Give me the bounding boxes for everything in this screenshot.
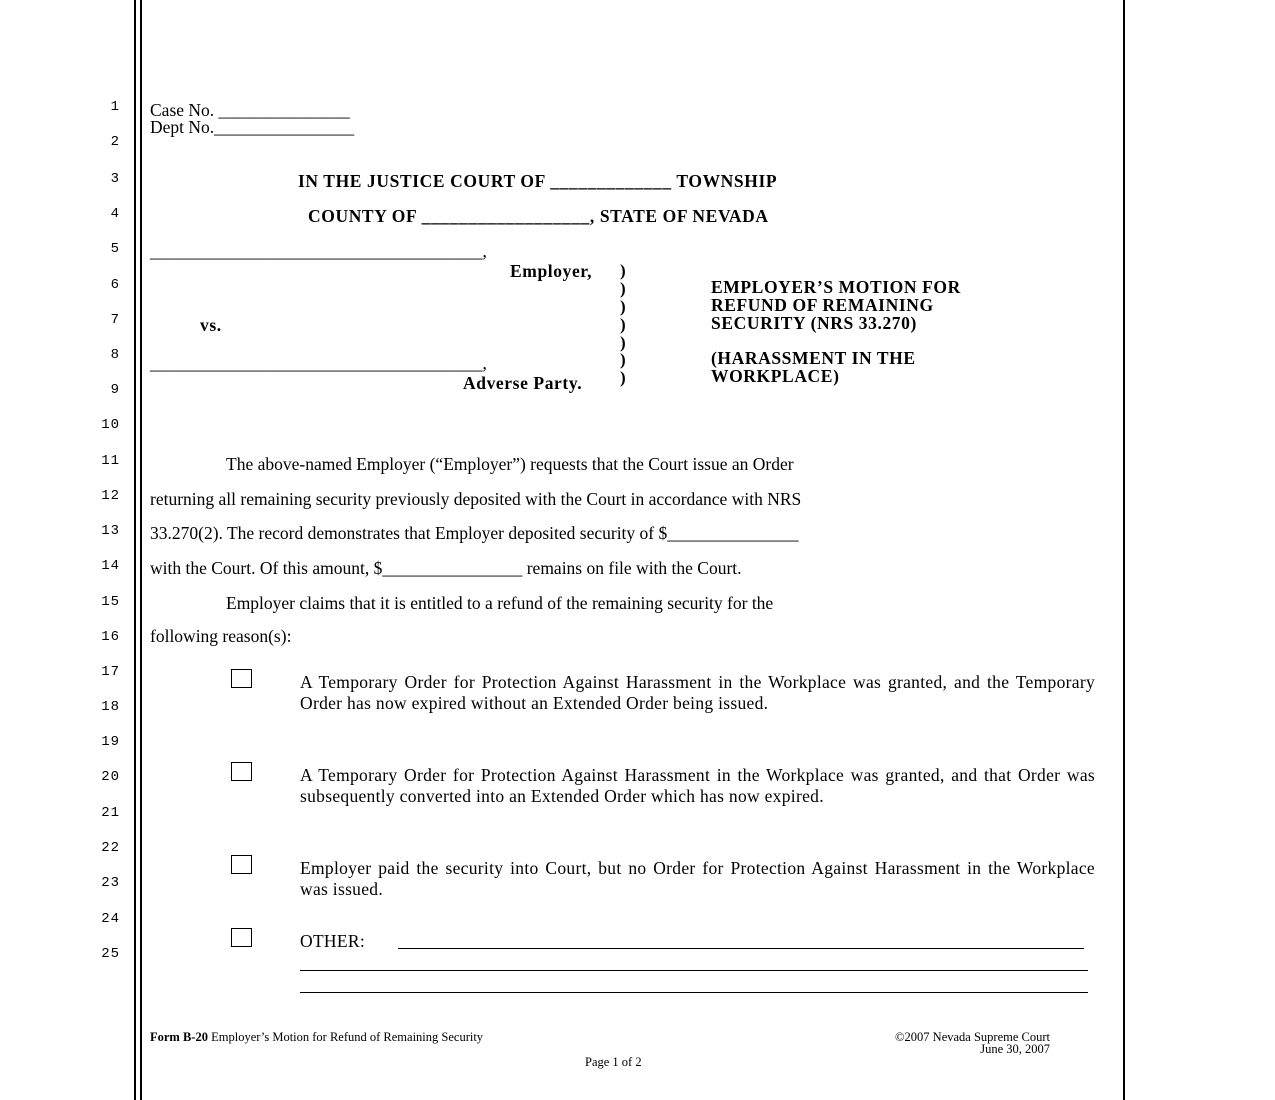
reason-checkbox[interactable] <box>231 855 252 874</box>
body-paragraph1-line3: 33.270(2). The record demonstrates that Employer deposited security of $_______________ <box>150 523 799 543</box>
body-paragraph1-line2: returning all remaining security previously deposited with the Court in accordance with NRS <box>150 489 802 509</box>
employer-name-blank[interactable]: ______________________________________, <box>150 241 487 261</box>
line-number: 24 <box>101 911 120 927</box>
left-margin-line-outer <box>134 0 136 1100</box>
line-number: 7 <box>110 312 120 328</box>
line-number: 22 <box>101 840 120 856</box>
motion-title-line3: SECURITY (NRS 33.270) <box>711 313 917 333</box>
line-number: 4 <box>110 206 120 222</box>
case-number-field[interactable]: Case No. _______________ <box>150 100 350 120</box>
line-number: 23 <box>101 875 120 891</box>
footer-form-info <box>150 1030 483 1045</box>
footer-page-number: Page 1 of 2 <box>585 1055 642 1069</box>
line-number: 16 <box>101 629 120 645</box>
footer-date: June 30, 2007 <box>980 1042 1050 1056</box>
line-number: 11 <box>101 453 120 469</box>
reason-option-text: A Temporary Order for Protection Against Harassment in the Workplace was granted, and the Temporary Order has now expired without an Extended Order being issued. <box>300 672 1095 713</box>
right-margin-line <box>1123 0 1125 1100</box>
other-reason-blank-line[interactable] <box>300 992 1088 993</box>
other-label: OTHER: <box>300 931 365 951</box>
reason-checkbox[interactable] <box>231 669 252 688</box>
line-number: 13 <box>101 523 120 539</box>
caption-parenthesis: ) <box>620 315 626 334</box>
line-number: 20 <box>101 769 120 785</box>
vs-label: vs. <box>200 315 222 335</box>
motion-subtitle-line2: WORKPLACE) <box>711 366 840 386</box>
body-paragraph2-line1: Employer claims that it is entitled to a refund of the remaining security for the <box>226 593 774 613</box>
line-number: 21 <box>101 805 120 821</box>
motion-title-line2: REFUND OF REMAINING <box>711 295 934 315</box>
court-heading-line2: COUNTY OF __________________, STATE OF NEVADA <box>308 206 769 226</box>
footer-form-id: Form B-20 <box>150 1030 208 1044</box>
motion-subtitle-line1: (HARASSMENT IN THE <box>711 348 916 368</box>
line-number: 18 <box>101 699 120 715</box>
caption-parenthesis: ) <box>620 279 626 298</box>
adverse-party-label: Adverse Party. <box>463 373 583 393</box>
line-number: 12 <box>101 488 120 504</box>
line-number: 3 <box>110 171 120 187</box>
reason-checkbox[interactable] <box>231 928 252 947</box>
other-reason-blank-line[interactable] <box>300 970 1088 971</box>
left-margin-line-inner <box>140 0 142 1100</box>
dept-number-field[interactable]: Dept No.________________ <box>150 117 355 137</box>
other-reason-blank-line[interactable] <box>398 948 1084 949</box>
adverse-party-name-blank[interactable]: ______________________________________, <box>150 353 487 373</box>
line-number: 14 <box>101 558 120 574</box>
body-paragraph2-line2: following reason(s): <box>150 626 292 646</box>
caption-parenthesis: ) <box>620 333 626 352</box>
line-number: 8 <box>110 347 120 363</box>
caption-parenthesis: ) <box>620 368 626 387</box>
line-number: 5 <box>110 241 120 257</box>
reason-checkbox[interactable] <box>231 762 252 781</box>
line-number: 25 <box>101 946 120 962</box>
line-number: 6 <box>110 277 120 293</box>
line-number: 17 <box>101 664 120 680</box>
line-number: 10 <box>101 417 120 433</box>
line-number: 2 <box>110 134 120 150</box>
court-heading-line1: IN THE JUSTICE COURT OF _____________ TOWNSHIP <box>298 171 778 191</box>
body-paragraph1-line1: The above-named Employer (“Employer”) requests that the Court issue an Order <box>226 454 794 474</box>
line-number: 1 <box>110 99 120 115</box>
reason-option-text: A Temporary Order for Protection Against Harassment in the Workplace was granted, and that Order was subsequently converted into an Extended Order which has now expired. <box>300 765 1095 806</box>
motion-title-line1: EMPLOYER’S MOTION FOR <box>711 277 961 297</box>
footer-form-title: Employer’s Motion for Refund of Remaining Security <box>211 1030 484 1044</box>
employer-label: Employer, <box>510 261 593 281</box>
body-paragraph1-line4: with the Court. Of this amount, $________________ remains on file with the Court. <box>150 558 742 578</box>
footer-copyright: ©2007 Nevada Supreme Court <box>895 1030 1050 1044</box>
caption-parenthesis: ) <box>620 297 626 316</box>
line-number: 19 <box>101 734 120 750</box>
caption-parenthesis: ) <box>620 261 626 280</box>
line-number: 15 <box>101 594 120 610</box>
caption-parenthesis: ) <box>620 350 626 369</box>
reason-option-text: Employer paid the security into Court, but no Order for Protection Against Harassment in the Workplace was issued. <box>300 858 1095 899</box>
line-number: 9 <box>110 382 120 398</box>
